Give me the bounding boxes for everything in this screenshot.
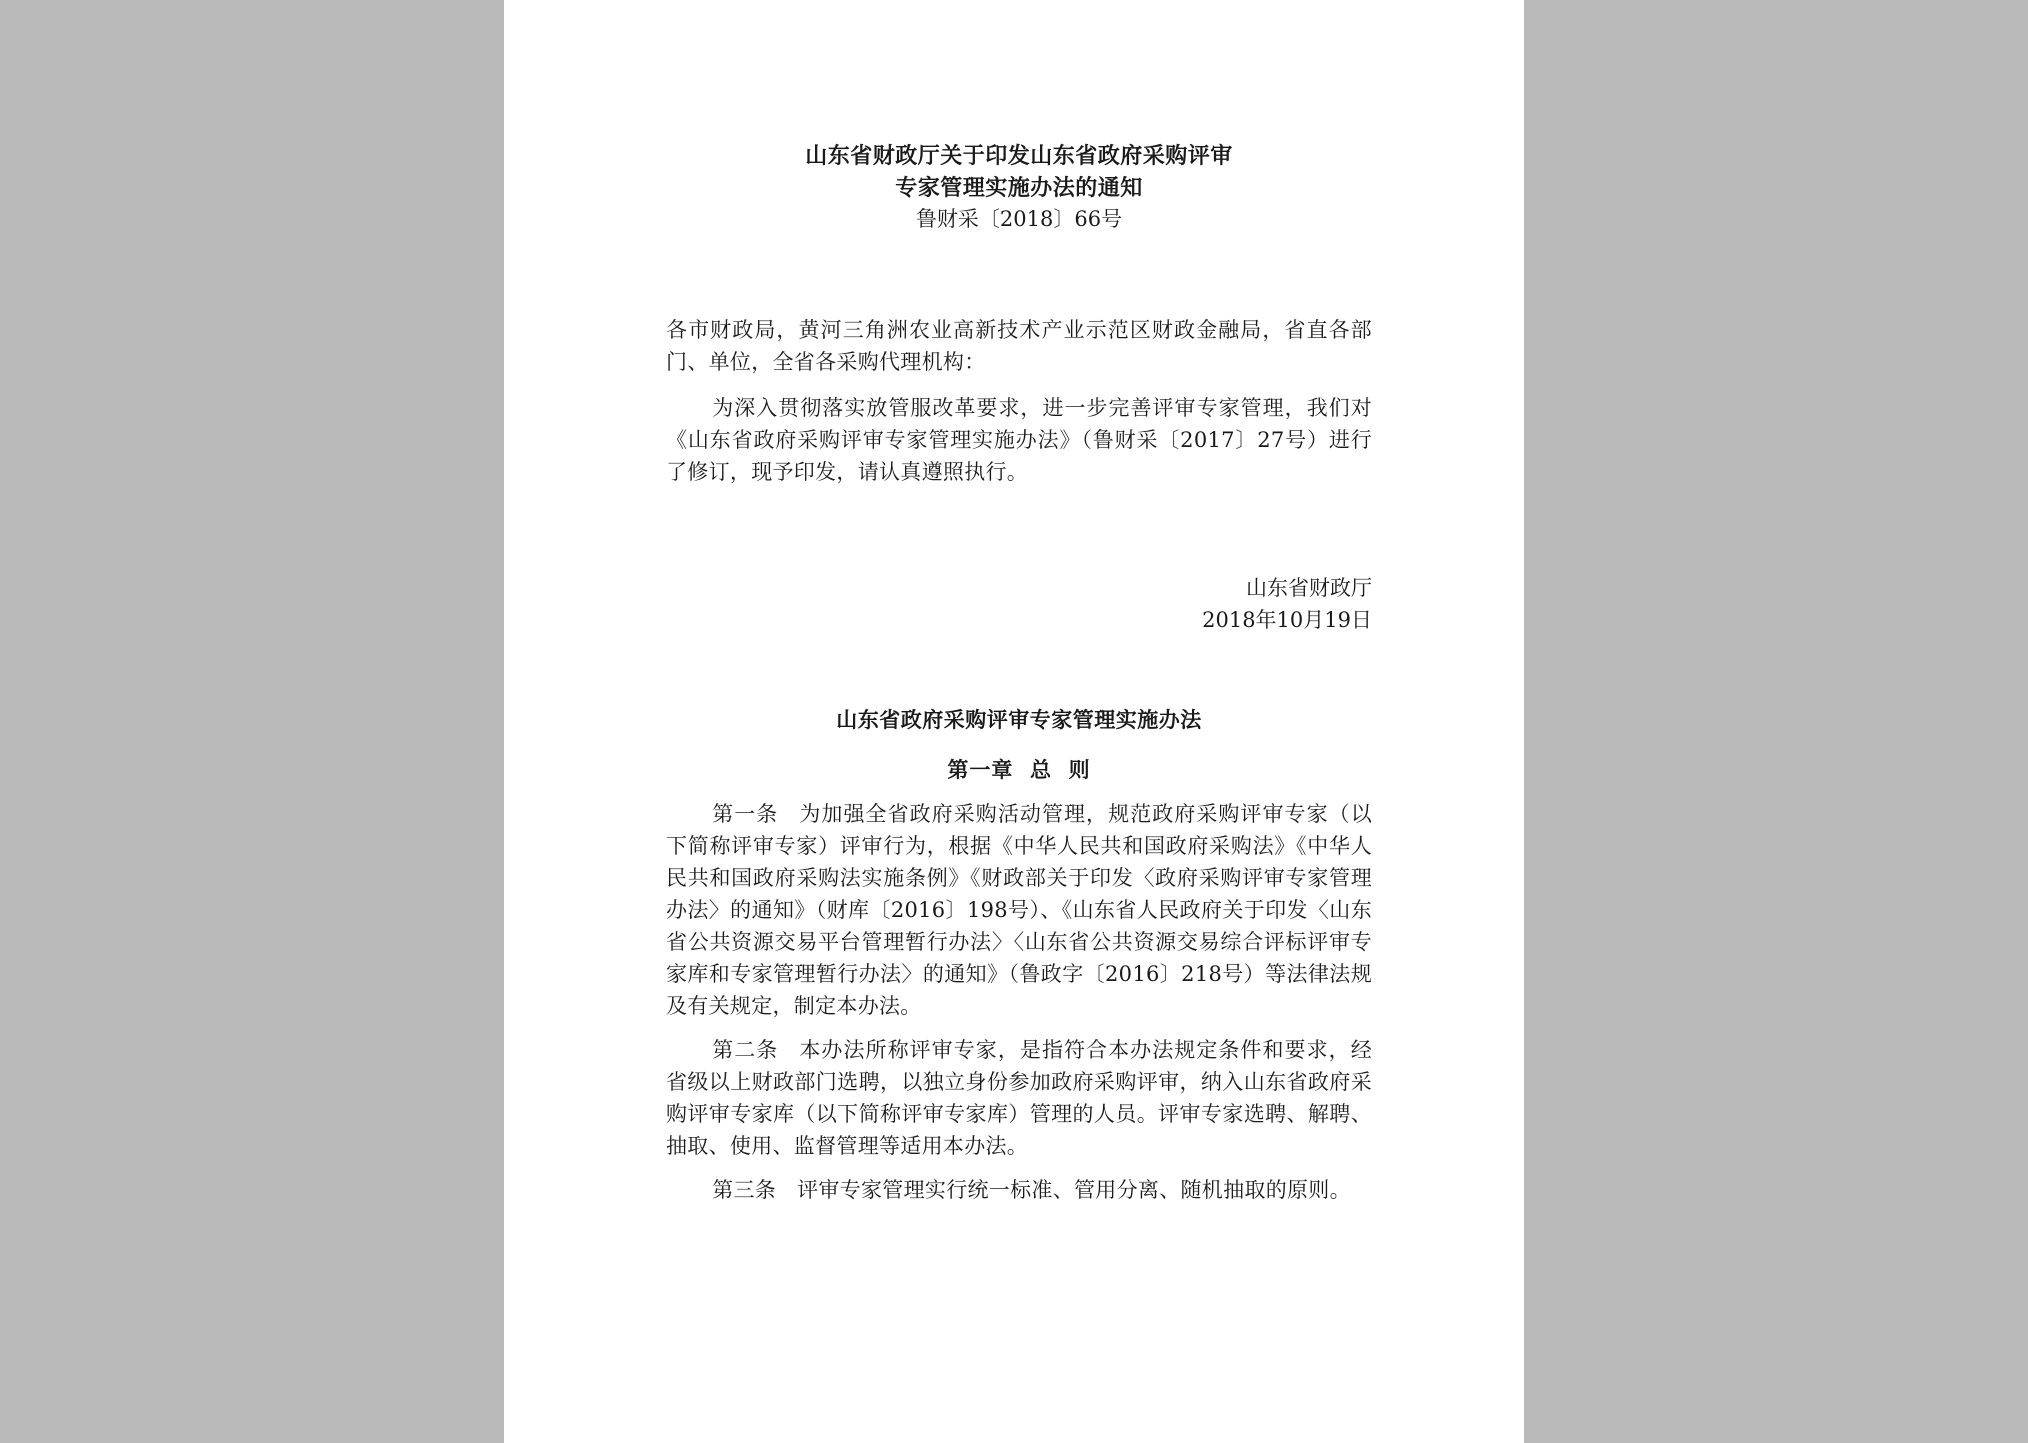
article-text: 为加强全省政府采购活动管理，规范政府采购评审专家（以下简称评审专家）评审行为，根据《中华人民共和国政府采购法》《中华人民共和国政府采购法实施条例》《财政部关于印发〈政府采购评审专家管理办法〉的通知》（财库〔2016〕198号）、《山东省人民政府关于印发〈山东省公共资源交易平台管理暂行办法〉〈山东省公共资源交易综合评标评审专家库和专家管理暂行办法〉的通知》（鲁政字〔2016〕218号）等法律法规及有关规定，制定本办法。 (666, 802, 1372, 1018)
article-label: 第三条 (712, 1178, 777, 1202)
signer: 山东省财政厅 (1246, 576, 1372, 600)
article-3 (666, 1174, 1372, 1206)
document-number: 鲁财采〔2018〕66号 (915, 207, 1123, 231)
measures-title: 山东省政府采购评审专家管理实施办法 (836, 707, 1202, 732)
article-text: 评审专家管理实行统一标准、管用分离、随机抽取的原则。 (797, 1178, 1351, 1202)
article-1 (666, 798, 1372, 1022)
notice-title (666, 140, 1372, 204)
article-label: 第一条 (712, 802, 779, 826)
page-content (666, 140, 1372, 1206)
notice-title-line-2: 专家管理实施办法的通知 (895, 175, 1143, 201)
document-page (504, 0, 1524, 1443)
addressee: 各市财政局，黄河三角洲农业高新技术产业示范区财政金融局，省直各部门、单位，全省各采购代理机构： (666, 318, 1372, 374)
article-text: 本办法所称评审专家，是指符合本办法规定条件和要求，经省级以上财政部门选聘，以独立身份参加政府采购评审，纳入山东省政府采购评审专家库（以下简称评审专家库）管理的人员。评审专家选聘、解聘、抽取、使用、监督管理等适用本办法。 (666, 1038, 1372, 1158)
issue-date: 2018年10月19日 (1202, 608, 1372, 632)
notice-body: 为深入贯彻落实放管服改革要求，进一步完善评审专家管理，我们对《山东省政府采购评审专家管理实施办法》（鲁财采〔2017〕27号）进行了修订，现予印发，请认真遵照执行。 (666, 396, 1372, 484)
article-2 (666, 1034, 1372, 1162)
article-label: 第二条 (712, 1038, 779, 1062)
notice-title-line-1: 山东省财政厅关于印发山东省政府采购评审 (805, 143, 1233, 169)
chapter-heading: 第一章 总 则 (947, 757, 1091, 782)
signature-block (666, 572, 1372, 636)
